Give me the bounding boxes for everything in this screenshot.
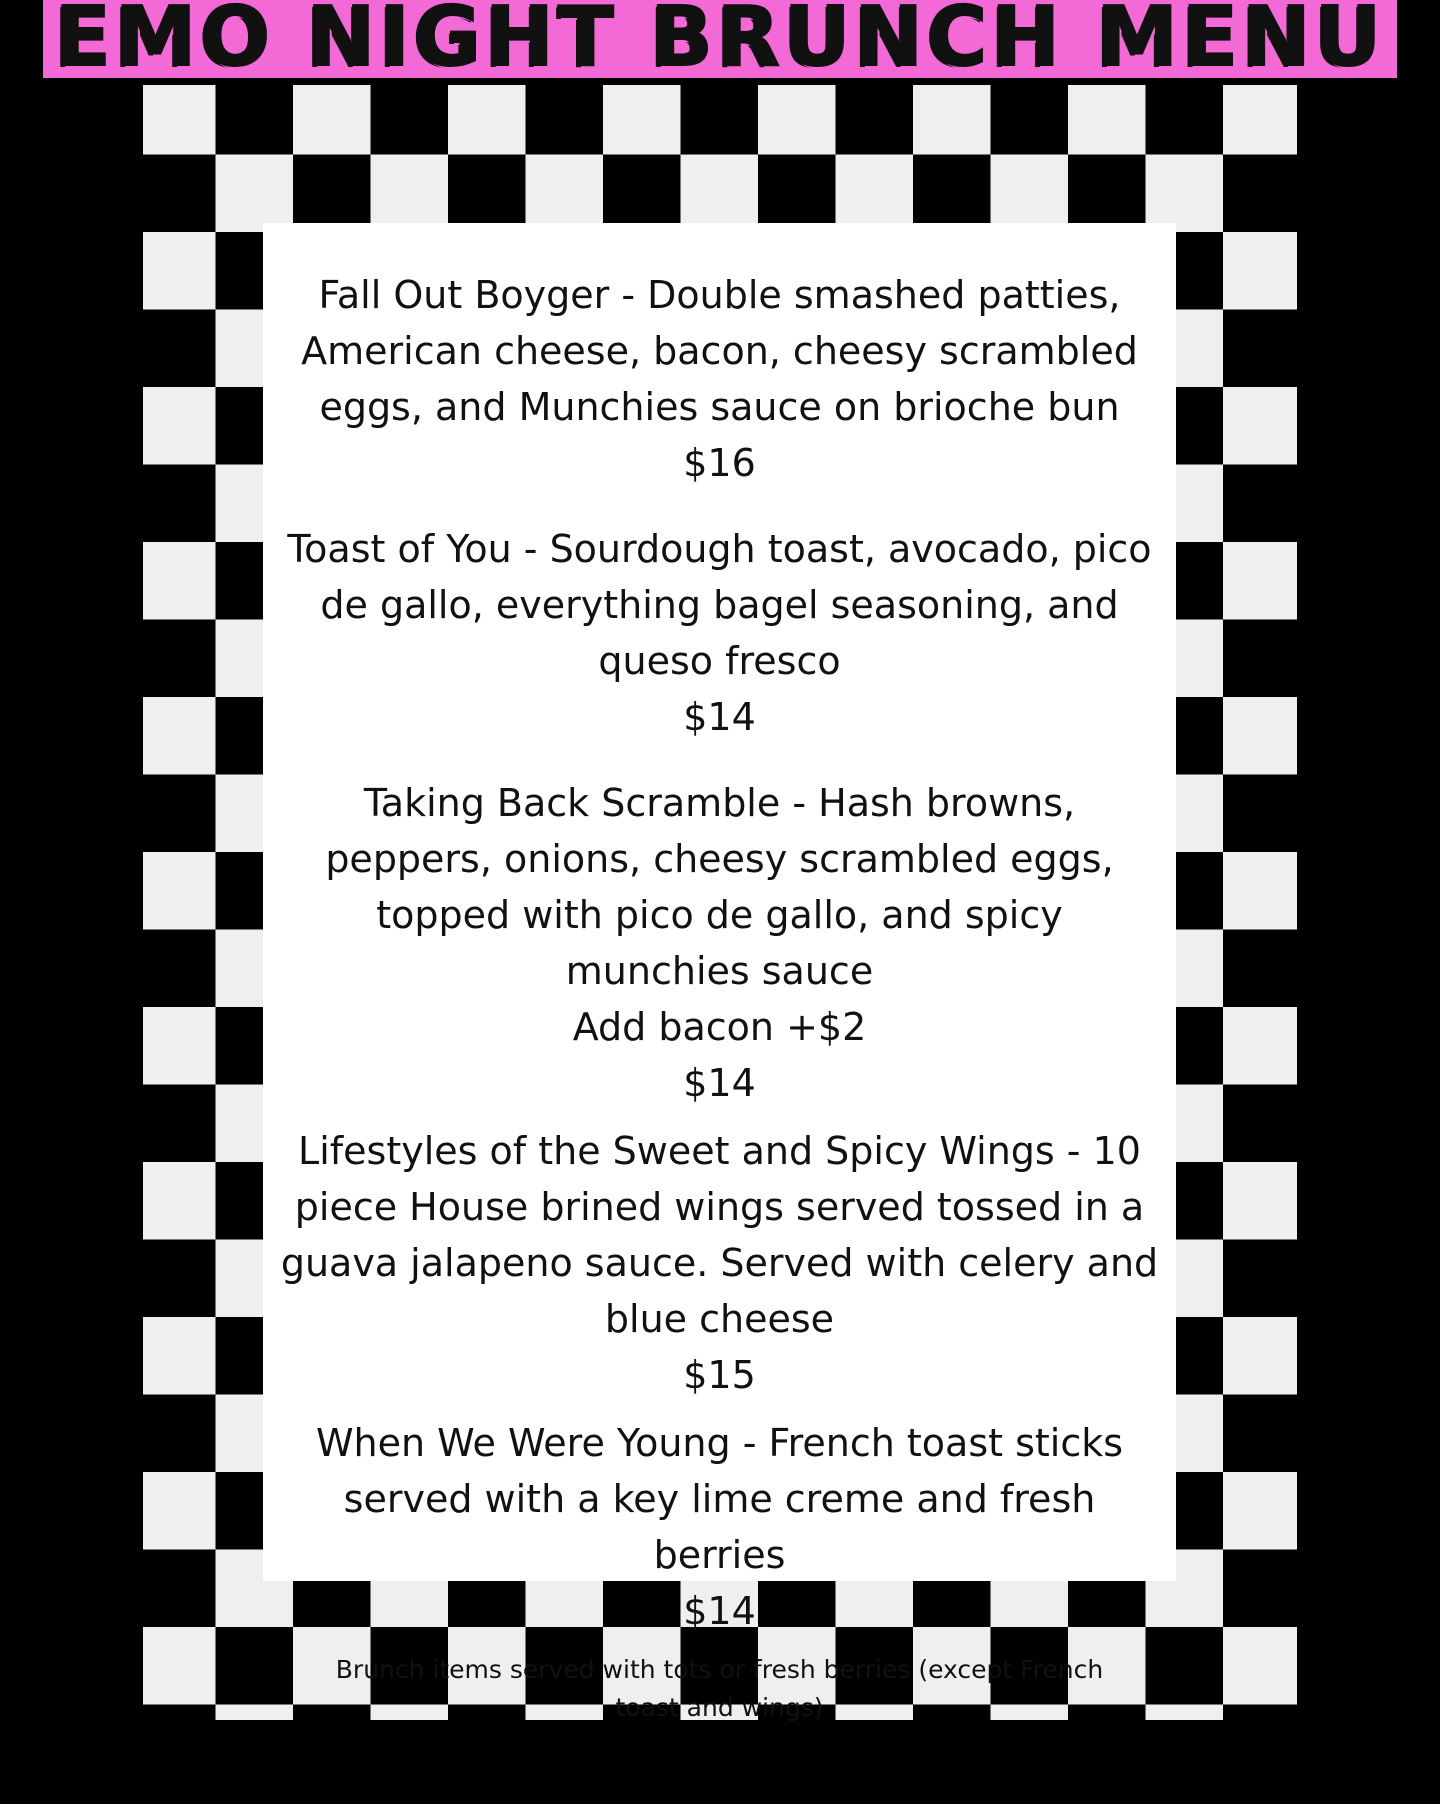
menu-item-toast-of-you [263, 521, 1176, 745]
item-price: $14 [683, 695, 756, 739]
menu-item-when-we-were-young [263, 1415, 1176, 1639]
menu-item-taking-back-scramble [263, 775, 1176, 1111]
item-description: Lifestyles of the Sweet and Spicy Wings - 10 piece House brined wings served tossed in a guava jalapeno sauce. Served with celery and blue cheese [280, 1129, 1159, 1341]
item-price: $16 [683, 441, 756, 485]
item-price: $15 [683, 1353, 756, 1397]
menu-item-fall-out-boyger [263, 267, 1176, 491]
menu-footnote: Brunch items served with tots or fresh berries (except French toast and wings) [335, 1655, 1104, 1722]
item-addon: Add bacon +$2 [572, 1005, 867, 1049]
item-description: When We Were Young - French toast sticks served with a key lime creme and fresh berries [315, 1421, 1124, 1577]
menu-item-lifestyles-wings [263, 1123, 1176, 1403]
menu-card [263, 223, 1176, 1722]
menu-title: EMO NIGHT BRUNCH MENU [43, 0, 1397, 78]
item-price: $14 [683, 1589, 756, 1633]
item-description: Toast of You - Sourdough toast, avocado, pico de gallo, everything bagel seasoning, and queso fresco [287, 527, 1152, 683]
item-description: Fall Out Boyger - Double smashed patties, American cheese, bacon, cheesy scrambled eggs, and Munchies sauce on brioche bun [301, 273, 1138, 429]
item-description: Taking Back Scramble - Hash browns, peppers, onions, cheesy scrambled eggs, topped with pico de gallo, and spicy munchies sauce [325, 781, 1114, 993]
item-price: $14 [683, 1061, 756, 1105]
title-banner [0, 0, 1440, 85]
